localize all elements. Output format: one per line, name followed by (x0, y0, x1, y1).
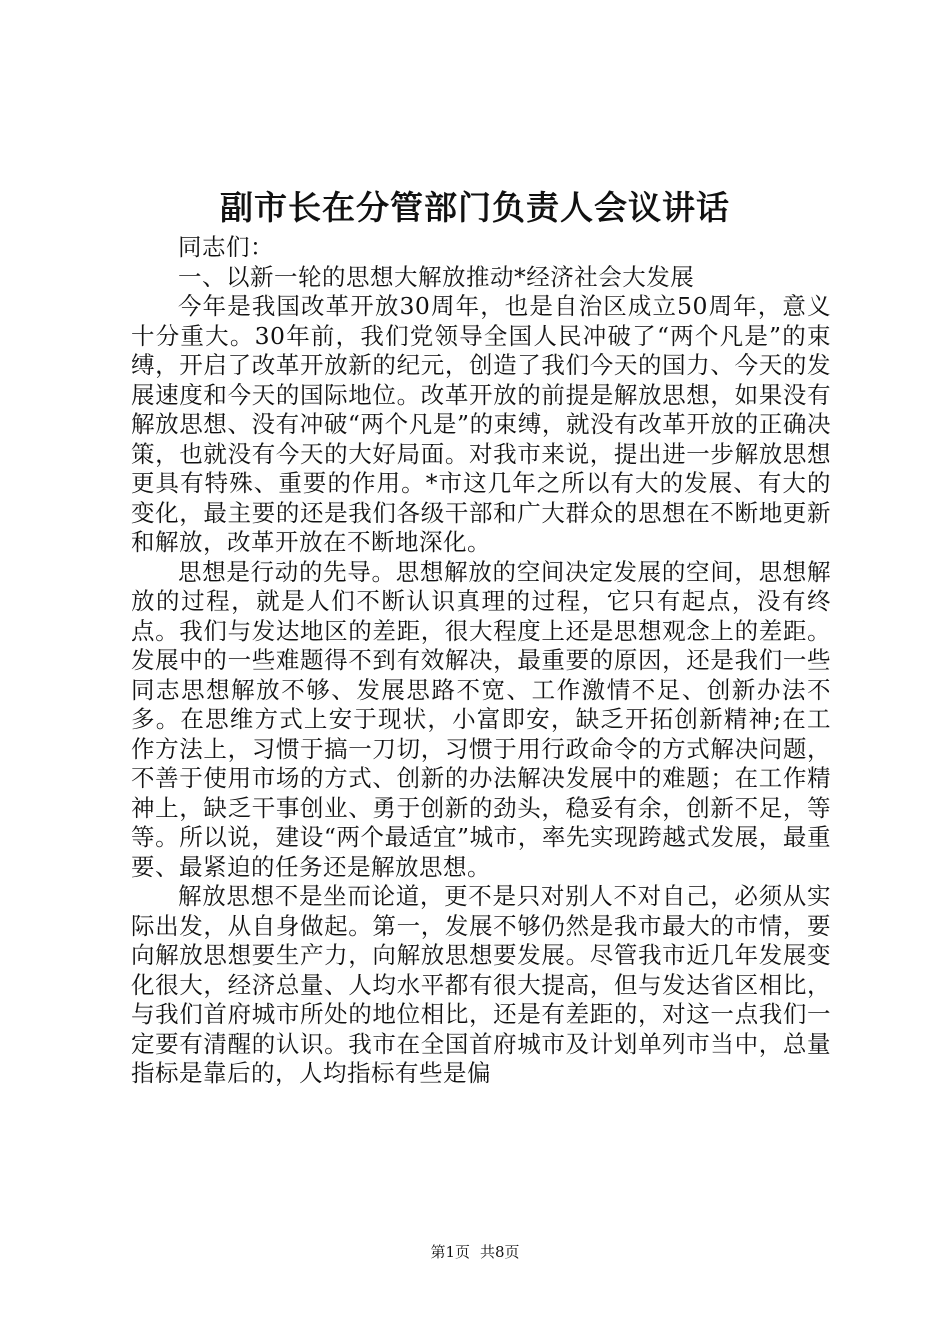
body-paragraph: 解放思想不是坐而论道，更不是只对别人不对自己，必须从实际出发，从自身做起。第一，发展不够仍然是我市最大的市情，要向解放思想要生产力，向解放思想要发展。尽管我市近几年发展变化很大，经济总量、人均水平都有很大提高，但与发达省区相比，与我们首府城市所处的地位相比，还是有差距的，对这一点我们一定要有清醒的认识。我市在全国首府城市及计划单列市当中，总量指标是靠后的，人均指标有些是偏 (131, 882, 831, 1087)
page-total: 共8页 (480, 1243, 520, 1261)
document-title: 副市长在分管部门负责人会议讲话 (220, 188, 730, 227)
page-number: 第1页 (430, 1243, 470, 1261)
document-body (131, 233, 831, 1089)
salutation: 同志们： (178, 233, 274, 261)
body-paragraph: 思想是行动的先导。思想解放的空间决定发展的空间，思想解放的过程，就是人们不断认识真理的过程，它只有起点，没有终点。我们与发达地区的差距，很大程度上还是思想观念上的差距。发展中的一些难题得不到有效解决，最重要的原因，还是我们一些同志思想解放不够、发展思路不宽、工作激情不足、创新办法不多。在思维方式上安于现状，小富即安，缺乏开拓创新精神;在工作方法上，习惯于搞一刀切，习惯于用行政命令的方式解决问题，不善于使用市场的方式、创新的办法解决发展中的难题；在工作精神上，缺乏干事创业、勇于创新的劲头，稳妥有余，创新不足，等等。所以说，建设“两个最适宜”城市，率先实现跨越式发展，最重要、最紧迫的任务还是解放思想。 (131, 557, 831, 881)
body-paragraph: 今年是我国改革开放30周年，也是自治区成立50周年，意义十分重大。30年前，我们党领导全国人民冲破了“两个凡是”的束缚，开启了改革开放新的纪元，创造了我们今天的国力、今天的发展速度和今天的国际地位。改革开放的前提是解放思想，如果没有解放思想、没有冲破“两个凡是”的束缚，就没有改革开放的正确决策，也就没有今天的大好局面。对我市来说，提出进一步解放思想更具有特殊、重要的作用。*市这几年之所以有大的发展、有大的变化，最主要的还是我们各级干部和广大群众的思想在不断地更新和解放，改革开放在不断地深化。 (131, 292, 831, 556)
page-footer (0, 1242, 950, 1262)
section-heading: 一、以新一轮的思想大解放推动*经济社会大发展 (178, 262, 695, 291)
